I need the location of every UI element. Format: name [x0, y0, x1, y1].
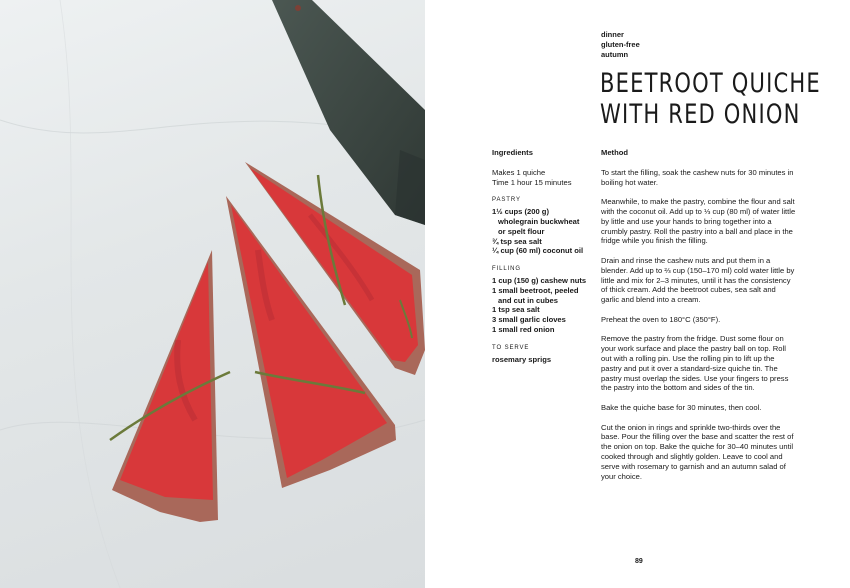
ingredient-item: or spelt flour	[498, 226, 545, 236]
recipe-tags	[601, 30, 640, 60]
title-line-2: WITH RED ONION	[600, 99, 801, 130]
section-label-filling: FILLING	[492, 266, 521, 273]
method-step: Meanwhile, to make the pastry, combine the flour and salt with the coconut oil. Add up to ⅓ cup (80 ml) of water little by little and use your hands to bring together into a crumbly pastry. Roll the pastry into a ball and place in the fridge while you finish the filling.	[601, 197, 796, 246]
recipe-meta	[492, 168, 592, 188]
page-number: 89	[635, 558, 643, 565]
knife	[272, 0, 425, 225]
quiche-slice	[110, 250, 230, 522]
tag-autumn: autumn	[601, 50, 629, 59]
ingredients-column	[492, 148, 592, 364]
ingredient-item: 1 small red onion	[492, 324, 555, 334]
method-step: To start the filling, soak the cashew nuts for 30 minutes in boiling hot water.	[601, 167, 794, 187]
method-step: Cut the onion in rings and sprinkle two-thirds over the base. Pour the filling over the base and scatter the rest of the onion on top. Bake the quiche for 30–40 minutes until cooked through and slightly golden. Leave to cool and serve with rosemary to garnish and an autumn salad of your choice.	[601, 422, 794, 481]
time-text: Time 1 hour 15 minutes	[492, 177, 572, 187]
yield-text: Makes 1 quiche	[492, 167, 546, 177]
method-step: Preheat the oven to 180°C (350°F).	[601, 314, 721, 324]
ingredient-item: 1 cup (150 g) cashew nuts	[492, 275, 587, 285]
method-step: Remove the pastry from the fridge. Dust some flour on your work surface and place the pastry ball on top. Roll out with a rolling pin. Use the rolling pin to lift up the pastry and put it over a standard-size quiche tin. The pastry must overlap the sides. Use your fingers to press the pastry into the bottom and sides of the tin.	[601, 334, 789, 393]
tag-dinner: dinner	[601, 30, 624, 39]
ingredient-item: 1½ cups (200 g)	[492, 207, 549, 217]
ingredient-item: 3 small garlic cloves	[492, 315, 566, 325]
ingredient-item: ¼ cup (60 ml) coconut oil	[492, 246, 584, 256]
ingredient-item: 1 small beetroot, peeled	[492, 285, 579, 295]
recipe-page	[425, 0, 850, 588]
method-step: Bake the quiche base for 30 minutes, then cool.	[601, 402, 762, 412]
ingredient-item: 1 tsp sea salt	[492, 305, 540, 315]
ingredient-item: rosemary sprigs	[492, 354, 552, 364]
method-column	[601, 148, 796, 491]
title-line-1: BEETROOT QUICHE	[600, 68, 821, 99]
section-label-pastry: PASTRY	[492, 197, 521, 204]
recipe-title	[600, 68, 821, 130]
tag-gluten-free: gluten-free	[601, 40, 640, 49]
ingredient-item: ¾ tsp sea salt	[492, 236, 542, 246]
ingredients-header: Ingredients	[492, 148, 533, 157]
method-step: Drain and rinse the cashew nuts and put them in a blender. Add up to ⅔ cup (150–170 ml) cold water little by little and mix for 2–3 minutes, until it has the consistency of thick cream. Add the beetroot cubes, sea salt and garlic and blend into a cream.	[601, 255, 795, 305]
section-label-to-serve: TO SERVE	[492, 344, 530, 351]
method-header: Method	[601, 148, 628, 157]
ingredient-item: wholegrain buckwheat	[498, 216, 580, 226]
ingredient-item: and cut in cubes	[498, 295, 558, 305]
